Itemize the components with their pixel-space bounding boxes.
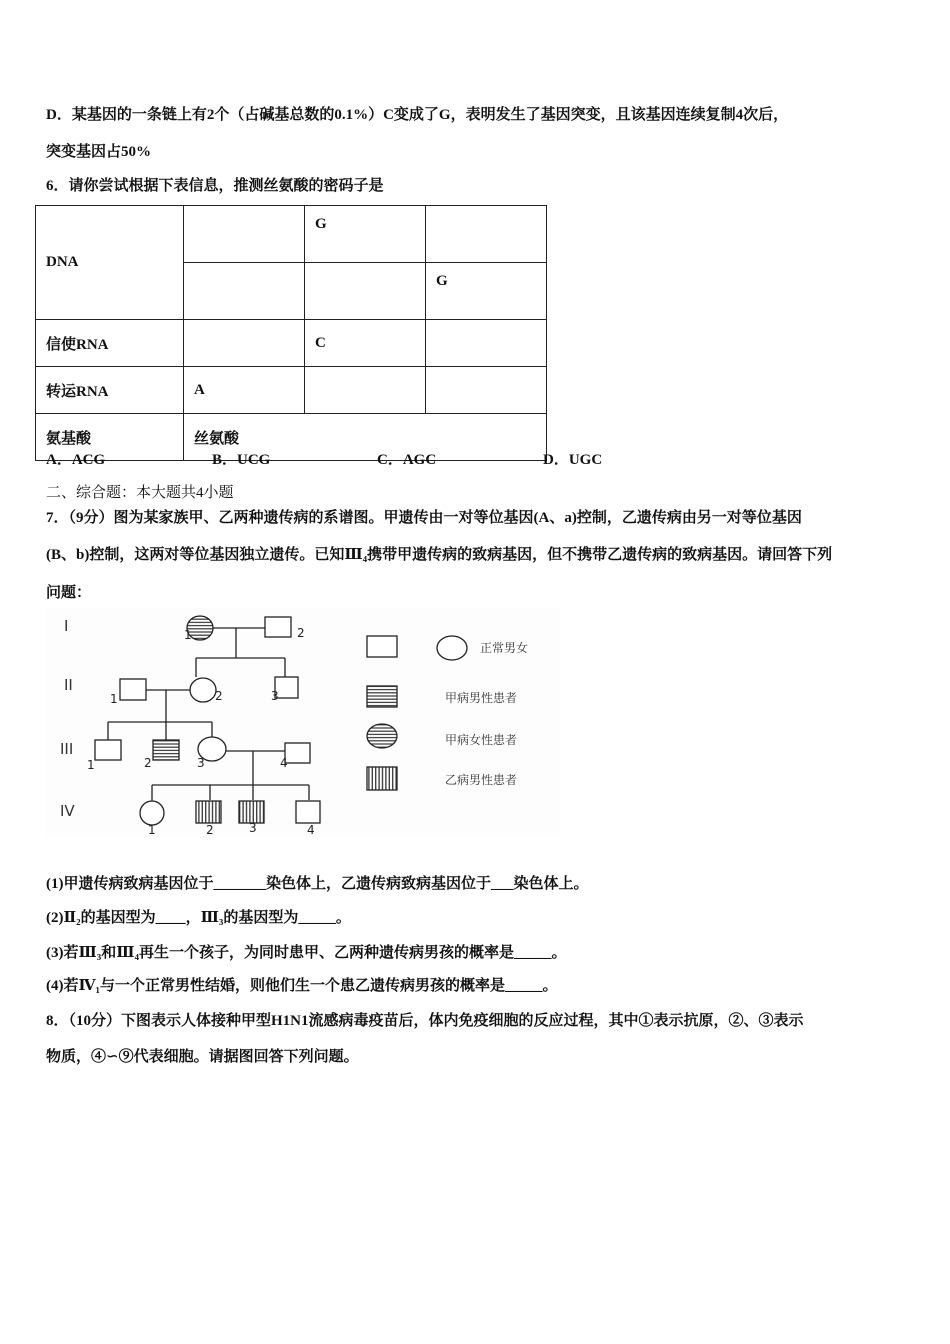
gen-label: III [60, 740, 74, 758]
iv1-female [140, 801, 164, 825]
row-label-mrna: 信使RNA [36, 320, 184, 367]
ii1-male [120, 679, 146, 700]
num: 1 [148, 823, 156, 837]
legend-normal-male [367, 636, 397, 657]
q6-stem: 6．请你尝试根据下表信息，推测丝氨酸的密码子是 [46, 178, 384, 194]
iii1-male [95, 740, 121, 760]
option-d: D．UGC [543, 452, 603, 468]
section-heading: 二、综合题：本大题共4小题 [46, 485, 234, 501]
num: 3 [249, 821, 257, 835]
option-b: B．UCG [212, 452, 271, 468]
num: 2 [206, 823, 214, 837]
num: 1 [184, 628, 192, 642]
q7-stem-line3: 问题： [46, 585, 92, 601]
legend-label: 甲病女性患者 [445, 733, 518, 747]
q5-option-d-line2: 突变基因占50% [46, 144, 152, 160]
gen-label: IV [60, 802, 75, 820]
legend-b-male [367, 767, 397, 790]
num: 4 [307, 823, 315, 837]
gen-label: II [64, 676, 73, 694]
cell: G [426, 263, 547, 320]
legend-a-male [367, 686, 397, 707]
iii2-affected-male [153, 740, 179, 760]
cell: C [305, 320, 426, 367]
num: 3 [271, 689, 279, 703]
iii4-male [285, 743, 310, 763]
cell: A [184, 367, 305, 414]
iv2-affected-male [196, 801, 221, 823]
legend-label: 正常男女 [480, 641, 529, 655]
num: 3 [197, 756, 205, 770]
ii2-female [190, 678, 216, 702]
q7-sub2: (2)Ⅱ₂的基因型为____，Ⅲ₃的基因型为_____。 [46, 910, 351, 926]
legend-label: 乙病男性患者 [445, 773, 518, 787]
iv3-affected-male [239, 801, 264, 823]
row-label-trna: 转运RNA [36, 367, 184, 414]
iv4-male [296, 801, 320, 823]
q7-sub4: (4)若Ⅳ₁与一个正常男性结婚，则他们生一个患乙遗传病男孩的概率是_____。 [46, 978, 558, 994]
q7-stem-line1: 7．（9分）图为某家族甲、乙两种遗传病的系谱图。甲遗传由一对等位基因(A、a)控制，乙遗传病由另一对等位基因 [46, 510, 802, 526]
legend-a-female [367, 724, 397, 748]
q7-sub3: (3)若Ⅲ₃和Ⅲ₄再生一个孩子，为同时患甲、乙两种遗传病男孩的概率是_____。 [46, 945, 567, 961]
option-c: C．AGC [377, 452, 437, 468]
legend-normal-female [437, 636, 467, 660]
num: 2 [144, 756, 152, 770]
row-label-dna: DNA [36, 206, 184, 320]
legend-label: 甲病男性患者 [445, 691, 518, 705]
num: 1 [87, 758, 95, 772]
q5-option-d-line1: D．某基因的一条链上有2个（占碱基总数的0.1%）C变成了G，表明发生了基因突变，且该基因连续复制4次后， [46, 107, 789, 123]
q7-stem-line2: (B、b)控制，这两对等位基因独立遗传。已知Ⅲ₄携带甲遗传病的致病基因，但不携带乙遗传病的致病基因。请回答下列 [46, 547, 833, 563]
q8-line2: 物质，④∽⑨代表细胞。请据图回答下列问题。 [46, 1049, 359, 1065]
i2-male [265, 617, 291, 637]
amino-acid-value: 丝氨酸 [184, 414, 547, 461]
row-label-amino-acid: 氨基酸 [36, 414, 184, 461]
num: 4 [280, 756, 288, 770]
num: 1 [110, 692, 118, 706]
cell: G [305, 206, 426, 263]
q7-sub1: (1)甲遗传病致病基因位于_______染色体上，乙遗传病致病基因位于___染色体上。 [46, 876, 589, 892]
num: 2 [297, 626, 305, 640]
option-a: A．ACG [46, 452, 106, 468]
q8-line1: 8．（10分）下图表示人体接种甲型H1N1流感病毒疫苗后，体内免疫细胞的反应过程，其中①表示抗原，②、③表示 [46, 1013, 804, 1029]
gen-label: I [64, 617, 69, 635]
num: 2 [215, 689, 223, 703]
